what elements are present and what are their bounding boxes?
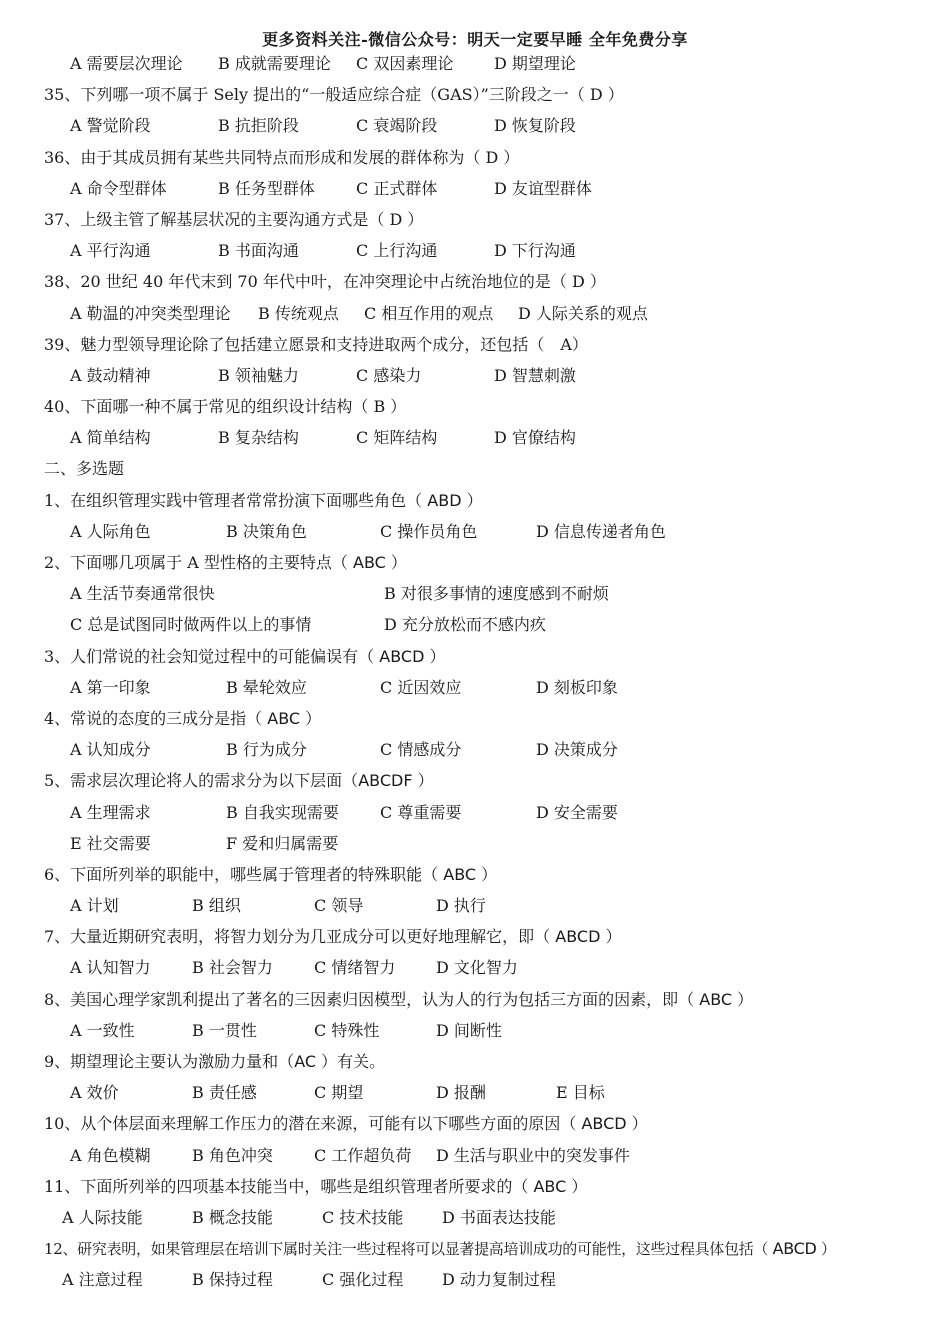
question: 38、20 世纪 40 年代末到 70 年代中叶，在冲突理论中占统治地位的是（ D ） — [44, 272, 606, 292]
options-row — [44, 48, 934, 79]
option: B 书面沟通 — [218, 241, 299, 261]
question-text: ） — [424, 646, 446, 666]
option: A 勒温的冲突类型理论 — [70, 303, 231, 323]
option: A 简单结构 — [70, 428, 151, 448]
question — [44, 547, 934, 578]
option: D 书面表达技能 — [442, 1207, 556, 1227]
option: D 充分放松而不感内疚 — [384, 615, 546, 635]
question-text: ） — [600, 927, 622, 947]
option: B 社会智力 — [192, 958, 273, 978]
option: B 组织 — [192, 896, 241, 916]
question: 39、魅力型领导理论除了包括建立愿景和支持进取两个成分，还包括（ A） — [44, 334, 588, 354]
option: C 双因素理论 — [356, 54, 454, 73]
option: C 操作员角色 — [380, 521, 478, 541]
answer: AC — [294, 1052, 317, 1071]
option: B 行为成分 — [226, 740, 307, 760]
option: D 安全需要 — [536, 802, 618, 822]
option: A 平行沟通 — [70, 241, 151, 261]
option: B 任务型群体 — [218, 178, 315, 198]
options-row — [44, 1264, 934, 1295]
options-row — [44, 235, 934, 266]
option: A 人际角色 — [70, 521, 151, 541]
option: D 智慧刺激 — [494, 365, 576, 385]
question: 35、下列哪一项不属于 Sely 提出的“一般适应综合症（GAS）”三阶段之一（ D ） — [44, 85, 624, 105]
question-text: 1、在组织管理实践中管理者常常扮演下面哪些角色（ — [44, 490, 428, 510]
option: D 执行 — [436, 896, 486, 916]
option: D 人际关系的观点 — [518, 303, 648, 323]
options-row — [44, 828, 934, 859]
option: A 生理需求 — [70, 802, 151, 822]
option: B 晕轮效应 — [226, 677, 307, 697]
option: E 目标 — [556, 1083, 605, 1103]
question-text: 4、常说的态度的三成分是指（ — [44, 708, 268, 728]
question — [44, 1108, 934, 1139]
option: A 命令型群体 — [70, 178, 167, 198]
option: D 官僚结构 — [494, 428, 576, 448]
option: C 尊重需要 — [380, 802, 462, 822]
question — [44, 984, 934, 1015]
answer: ABC — [353, 553, 386, 572]
options-row — [44, 1015, 934, 1046]
option: D 期望理论 — [494, 54, 576, 73]
question-text: ） — [461, 490, 483, 510]
option: C 相互作用的观点 — [364, 303, 494, 323]
option: D 生活与职业中的突发事件 — [436, 1145, 630, 1165]
option: C 情感成分 — [380, 740, 462, 760]
options-row — [44, 516, 934, 547]
options-row — [44, 578, 934, 609]
answer: ABCDF — [358, 771, 413, 791]
options-row — [44, 1077, 934, 1108]
option: C 上行沟通 — [356, 241, 438, 261]
option: B 概念技能 — [192, 1207, 273, 1227]
options-row — [44, 173, 934, 204]
options-row — [44, 734, 934, 765]
answer: ABCD — [772, 1239, 817, 1259]
question — [44, 641, 934, 672]
question — [44, 921, 934, 952]
question-text: ）有关。 — [316, 1052, 386, 1071]
option: A 需要层次理论 — [70, 54, 183, 73]
question-text: ） — [732, 989, 754, 1009]
question-text: 7、大量近期研究表明，将智力划分为几亚成分可以更好地理解它，即（ — [44, 927, 556, 947]
answer: ABD — [427, 490, 462, 510]
option: A 警觉阶段 — [70, 116, 151, 136]
option: C 总是试图同时做两件以上的事情 — [70, 615, 312, 635]
question — [44, 859, 934, 890]
question-text: 2、下面哪几项属于 A 型性格的主要特点（ — [44, 553, 353, 572]
options-row — [44, 360, 934, 391]
option: B 责任感 — [192, 1083, 257, 1103]
option: D 决策成分 — [536, 740, 618, 760]
question-text: 9、期望理论主要认为激励力量和（ — [44, 1052, 295, 1071]
options-row — [44, 1140, 934, 1171]
option: A 一致性 — [70, 1020, 135, 1040]
answer: ABCD — [555, 927, 601, 947]
option: A 认知智力 — [70, 958, 151, 978]
option: C 领导 — [314, 896, 364, 916]
options-row — [44, 609, 934, 640]
options-row — [44, 890, 934, 921]
option: D 恢复阶段 — [494, 116, 576, 136]
option: B 领袖魅力 — [218, 365, 299, 385]
options-row — [44, 797, 934, 828]
option: C 感染力 — [356, 365, 422, 385]
option: C 工作超负荷 — [314, 1145, 412, 1165]
option: B 复杂结构 — [218, 428, 299, 448]
question-text: ） — [626, 1114, 648, 1134]
option: B 传统观点 — [258, 303, 339, 323]
answer: ABCD — [379, 646, 425, 666]
question-list — [44, 48, 934, 1296]
question — [44, 703, 934, 734]
option: A 注意过程 — [62, 1270, 143, 1290]
option: D 报酬 — [436, 1083, 486, 1103]
question — [44, 1233, 934, 1264]
option: A 生活节奏通常很快 — [70, 584, 215, 604]
question-text: 6、下面所列举的职能中，哪些属于管理者的特殊职能（ — [44, 864, 444, 884]
question-text: ） — [816, 1240, 836, 1259]
question: 36、由于其成员拥有某些共同特点而形成和发展的群体称为（ D ） — [44, 147, 520, 167]
option: E 社交需要 — [70, 833, 151, 853]
option: B 角色冲突 — [192, 1145, 273, 1165]
answer: ABC — [267, 708, 301, 728]
option: A 人际技能 — [62, 1207, 143, 1227]
option: A 角色模糊 — [70, 1145, 151, 1165]
question-text: ） — [476, 864, 498, 884]
question-text: 3、人们常说的社会知觉过程中的可能偏误有（ — [44, 646, 380, 666]
question — [44, 1046, 934, 1077]
options-row — [44, 422, 934, 453]
option: B 成就需要理论 — [218, 54, 331, 73]
answer: ABC — [699, 989, 733, 1009]
option: A 第一印象 — [70, 677, 151, 697]
question — [44, 485, 934, 516]
option: C 矩阵结构 — [356, 428, 438, 448]
options-row — [44, 952, 934, 983]
question-text: 10、从个体层面来理解工作压力的潜在来源，可能有以下哪些方面的原因（ — [44, 1114, 582, 1134]
question-text: ） — [566, 1176, 588, 1196]
option: B 对很多事情的速度感到不耐烦 — [384, 584, 609, 604]
options-row — [44, 110, 934, 141]
option: B 保持过程 — [192, 1270, 273, 1290]
question — [44, 765, 934, 796]
option: C 近因效应 — [380, 677, 462, 697]
option: C 特殊性 — [314, 1020, 380, 1040]
option: B 抗拒阶段 — [218, 116, 299, 136]
option: A 计划 — [70, 896, 119, 916]
question-text: 5、需求层次理论将人的需求分为以下层面（ — [44, 771, 359, 791]
option: D 友谊型群体 — [494, 178, 592, 198]
section-title: 二、多选题 — [44, 459, 125, 479]
question-text: ） — [385, 553, 407, 572]
option: D 信息传递者角色 — [536, 521, 666, 541]
question-text: ） — [412, 771, 434, 791]
answer: ABCD — [581, 1114, 627, 1134]
question-text: 12、研究表明，如果管理层在培训下属时关注一些过程将可以显著提高培训成功的可能性，这些过程具体包括（ — [44, 1240, 773, 1259]
option: A 鼓动精神 — [70, 365, 151, 385]
options-row — [44, 298, 934, 329]
answer: ABC — [443, 864, 477, 884]
options-row — [44, 1202, 934, 1233]
option: C 正式群体 — [356, 178, 438, 198]
page-header: 更多资料关注-微信公众号：明天一定要早睡 全年免费分享 — [262, 30, 688, 49]
option: B 一贯性 — [192, 1020, 257, 1040]
option: A 效价 — [70, 1083, 119, 1103]
option: D 间断性 — [436, 1020, 502, 1040]
option: B 决策角色 — [226, 521, 307, 541]
option: C 期望 — [314, 1083, 364, 1103]
question-text: 11、下面所列举的四项基本技能当中，哪些是组织管理者所要求的（ — [44, 1176, 534, 1196]
answer: ABC — [533, 1176, 567, 1196]
question-text: 8、美国心理学家凯利提出了著名的三因素归因模型，认为人的行为包括三方面的因素，即（ — [44, 989, 700, 1009]
option: C 衰竭阶段 — [356, 116, 438, 136]
question: 37、上级主管了解基层状况的主要沟通方式是（ D ） — [44, 209, 424, 229]
option: F 爱和归属需要 — [226, 833, 339, 853]
option: D 下行沟通 — [494, 241, 576, 261]
option: C 技术技能 — [322, 1207, 404, 1227]
question: 40、下面哪一种不属于常见的组织设计结构（ B ） — [44, 397, 407, 417]
option: D 文化智力 — [436, 958, 518, 978]
option: D 动力复制过程 — [442, 1270, 556, 1290]
option: B 自我实现需要 — [226, 802, 339, 822]
option: A 认知成分 — [70, 740, 151, 760]
option: D 刻板印象 — [536, 677, 618, 697]
option: C 情绪智力 — [314, 958, 396, 978]
question-text: ） — [300, 708, 322, 728]
options-row — [44, 672, 934, 703]
question — [44, 1171, 934, 1202]
option: C 强化过程 — [322, 1270, 404, 1290]
